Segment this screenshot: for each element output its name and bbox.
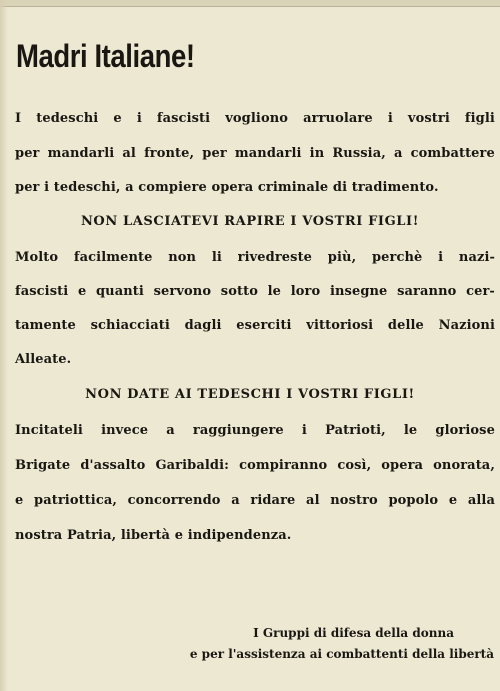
word: ridare [250,493,296,508]
word: Russia, [332,146,386,161]
word: compiranno [239,458,328,473]
word: Incitateli [15,423,83,438]
word: i [387,111,393,126]
word: Patrioti, [325,423,386,438]
word: Nazioni [438,318,495,333]
word: facilmente [73,250,153,265]
word: arruolare [303,111,373,126]
word: rivedreste [237,250,313,265]
signature-line-1: I Gruppi di difesa della donna [253,626,454,640]
paragraph-1-line-2 [15,146,495,161]
paragraph-3-line-4: nostra Patria, libertà e indipendenza. [15,528,292,543]
paragraph-3-line-2 [15,458,495,473]
paragraph-2-line-4: Alleate. [15,352,72,367]
word: e [113,111,122,126]
word: vostri [407,111,450,126]
word: vittoriosi [306,318,374,333]
word: Molto [15,250,59,265]
word: dagli [184,318,222,333]
word: per [202,146,227,161]
word: in [309,146,325,161]
word: e [77,284,87,299]
word: Brigate [15,458,71,473]
word: insegne [329,284,388,299]
word: alla [467,493,495,508]
word: nostro [330,493,378,508]
paragraph-2-line-2 [15,284,495,299]
word: quanti [95,284,144,299]
word: vogliono [225,111,289,126]
word: gloriose [435,423,495,438]
word: eserciti [236,318,292,333]
paragraph-2-line-3 [15,318,495,333]
word: onorata, [433,458,495,473]
word: concorrendo [127,493,221,508]
word: popolo [388,493,439,508]
word: Garibaldi: [155,458,230,473]
word: sotto [220,284,258,299]
paragraph-2-line-1 [15,250,495,265]
word: i [438,250,444,265]
word: al [306,493,320,508]
word: nazi- [458,250,495,265]
word: a [231,493,240,508]
word: raggiungere [192,423,284,438]
paragraph-3-line-1 [15,423,495,438]
word: loro [290,284,321,299]
word: fascisti [15,284,69,299]
paragraph-1-line-3: per i tedeschi, a compiere opera criminale di tradimento. [15,180,439,195]
word: le [267,284,282,299]
word: tamente [15,318,76,333]
word: fascisti [156,111,211,126]
word: mandarli [47,146,115,161]
word: più, [327,250,357,265]
word: tedeschi [36,111,99,126]
top-edge [0,0,500,7]
word: saranno [397,284,457,299]
word: delle [387,318,424,333]
word: schiacciati [90,318,170,333]
word: così, [337,458,372,473]
word: opera [381,458,424,473]
word: al [122,146,136,161]
word: a [166,423,175,438]
word: mandarli [234,146,302,161]
signature-line-2: e per l'assistenza ai combattenti della libertà [189,647,494,661]
word: patriottica, [34,493,118,508]
word: invece [101,423,149,438]
word: le [403,423,418,438]
word: e [448,493,458,508]
word: fronte, [144,146,195,161]
word: a [393,146,403,161]
word: i [136,111,142,126]
word: cer- [466,284,495,299]
word: non [168,250,197,265]
word: per [15,146,40,161]
paragraph-1-line-1 [15,111,495,126]
slogan-1: NON LASCIATEVI RAPIRE I VOSTRI FIGLI! [80,214,420,229]
word: combattere [410,146,495,161]
word: e [15,493,24,508]
word: perchè [371,250,423,265]
paragraph-3-line-3 [15,493,495,508]
slogan-2: NON DATE AI TEDESCHI I VOSTRI FIGLI! [85,387,415,402]
left-edge-shadow [0,0,8,691]
word: i [301,423,307,438]
word: li [211,250,222,265]
word: figli [464,111,495,126]
word: servono [153,284,212,299]
poster-title: Madri Italiane! [16,38,195,74]
word: d'assalto [80,458,146,473]
word: I [15,111,22,126]
